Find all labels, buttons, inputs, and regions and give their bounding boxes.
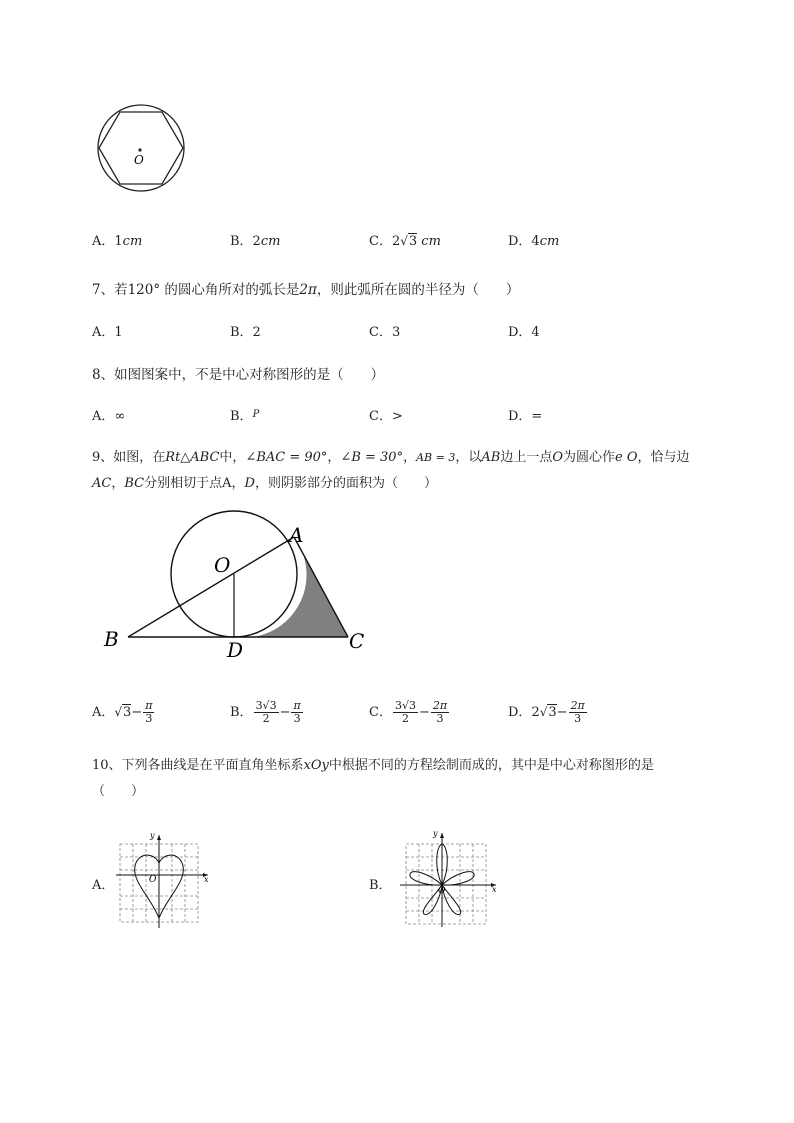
q8-option-b-symbol: P [252, 409, 260, 420]
q9-a-rad: 3 [123, 705, 132, 720]
q7-pre: 7、若 [92, 282, 128, 298]
q9-c-label: C． [369, 705, 392, 720]
q8-option-b-label: B． [230, 409, 253, 424]
q6-option-a-text: A．1 [92, 234, 123, 249]
q9-l2-b: ，则阴影部分的面积为（ ） [254, 476, 437, 491]
q10-b-axis-x: x [492, 885, 497, 894]
q9-d-label: D． [508, 705, 532, 720]
q9-option-c[interactable] [369, 700, 450, 725]
q9-b-label: B． [230, 705, 253, 720]
hexagon-circle-figure [94, 104, 190, 192]
q9-l1-d: 为圆心作 [563, 450, 616, 465]
q9-option-b[interactable] [230, 700, 304, 725]
q9-b-den: 2 [262, 712, 270, 725]
q6-option-c-text: C．2 [369, 234, 401, 249]
q9-o: O [552, 450, 564, 465]
q9-d-rad: 3 [548, 705, 557, 720]
q9-a-label: A． [92, 705, 115, 720]
q10-xoy: xOy [303, 758, 329, 773]
q10-l1-post: 中根据不同的方程绘制而成的，其中是中心对称图形的是 [328, 758, 654, 773]
q9-l1-pre: 9、如图，在 [92, 450, 166, 465]
q7-angle: 120° [127, 282, 161, 298]
q9-fig-label-d: D [227, 638, 244, 662]
q7-option-d[interactable]: D．4 [508, 325, 540, 340]
q9-b-frac2 [291, 700, 302, 725]
q9-bc: BC [124, 476, 145, 491]
q9-a-minus: − [131, 705, 143, 720]
q9-pt-a: A [222, 476, 232, 491]
q9-l1-b: ，以 [455, 450, 482, 465]
q9-d-num: 2π [570, 699, 585, 712]
q9-l1-e: ，恰与边 [637, 450, 690, 465]
q9-c-minus: − [418, 705, 430, 720]
q10-option-a[interactable]: A． [92, 878, 115, 893]
q7-arc: 2π [299, 282, 317, 298]
q10-l1-pre: 10、下列各曲线是在平面直角坐标系 [92, 758, 304, 773]
q9-d-frac [569, 700, 587, 725]
q9-d-den: 3 [574, 712, 582, 725]
hex-center-label: O [134, 153, 144, 167]
q10-stem-line1 [92, 754, 654, 773]
q7-mid: 的圆心角所对的弧长是 [160, 282, 300, 298]
q8-option-b[interactable] [230, 405, 259, 424]
q6-option-c-unit: cm [421, 234, 441, 249]
q9-ab: AB = 3 [416, 451, 456, 464]
q9-fig-label-o: O [214, 553, 231, 577]
q7-option-a[interactable]: A．1 [92, 325, 123, 340]
q7-post: ，则此弧所在圆的半径为（ ） [316, 282, 520, 298]
q9-b-num2: π [293, 699, 301, 712]
q10-heart-curve-figure [114, 830, 214, 930]
q9-angle-bac: ∠BAC = 90° [245, 450, 328, 465]
q9-option-a[interactable]: A．√3− $\frac{\pi}{3}$ [92, 699, 153, 725]
q9-fig-label-c: C [349, 629, 365, 653]
q9-c-num2: 2π [432, 699, 448, 712]
q6-option-a-unit: cm [122, 234, 143, 249]
q6-option-b-unit: cm [260, 234, 281, 249]
q10-stem-line2: （ ） [92, 784, 145, 799]
q6-option-c-radicand: 3 [408, 234, 418, 249]
q10-b-axis-y: y [433, 829, 438, 838]
q9-c-num: 3√3 [394, 699, 416, 712]
q10-a-axis-y: y [150, 831, 155, 840]
q10-b-origin: O [438, 886, 446, 896]
q9-angle-b: ∠B = 30° [340, 450, 404, 465]
q6-option-a[interactable] [92, 230, 142, 249]
q9-b-num: 3√3 [255, 699, 277, 712]
q6-option-b[interactable] [230, 230, 280, 249]
q7-stem [92, 278, 519, 298]
q9-stem-line1: 9、如图，在Rt△ABC中，∠BAC = 90°，∠B = 30°，AB = 3，以AB边上一点O为圆心作e O，恰与边 [92, 450, 690, 465]
q9-d-coef: 2 [531, 705, 540, 720]
q9-a-frac [143, 700, 154, 725]
q9-fig-label-a: A [289, 523, 304, 547]
q10-option-b[interactable]: B． [369, 878, 392, 893]
q10-a-axis-x: x [204, 875, 209, 884]
q9-l1-c: 边上一点 [500, 450, 553, 465]
q6-option-b-text: B．2 [230, 234, 261, 249]
q8-option-d[interactable]: D．= [508, 409, 543, 424]
q8-option-a[interactable]: A．∞ [92, 409, 126, 424]
q9-c-frac2 [431, 700, 449, 725]
q9-ab2: AB [481, 450, 501, 465]
q10-a-origin: O [149, 875, 157, 885]
q6-option-d[interactable] [508, 230, 559, 249]
q9-b-minus: − [279, 705, 291, 720]
q9-l2-a: 分别相切于点 [144, 476, 223, 491]
q9-option-d[interactable]: D．2√3− $\frac{2\pi}{3}$ [508, 699, 585, 725]
q9-a-den: 3 [145, 712, 153, 725]
q9-circle-o: e O [615, 450, 638, 465]
q9-c-den: 2 [401, 712, 409, 725]
q9-triangle-circle-figure [98, 505, 378, 665]
q7-option-b[interactable]: B．2 [230, 325, 261, 340]
q9-b-frac1 [254, 700, 279, 725]
q10-flower-curve-figure [398, 828, 502, 928]
q7-option-c[interactable]: C．3 [369, 325, 401, 340]
q6-option-d-text: D．4 [508, 234, 540, 249]
q9-c-frac1 [393, 700, 418, 725]
q6-option-d-unit: cm [539, 234, 560, 249]
q9-ac: AC [92, 476, 112, 491]
q9-rt: Rt△ABC [165, 450, 220, 465]
q9-stem-line2: AC，BC分别相切于点A，D，则阴影部分的面积为（ ） [92, 476, 437, 491]
q9-b-den2: 3 [293, 712, 301, 725]
q9-a-num: π [145, 699, 153, 712]
q9-l1-a: 中， [219, 450, 246, 465]
q9-pt-d: D [244, 476, 255, 491]
q8-option-c[interactable]: C．> [369, 409, 403, 424]
q9-c-den2: 3 [436, 712, 444, 725]
q8-stem: 8、如图图案中，不是中心对称图形的是（ ） [92, 367, 385, 383]
q9-d-minus: − [556, 705, 568, 720]
q9-fig-label-b: B [104, 627, 119, 651]
q6-option-c[interactable]: C．2√3 cm [369, 234, 441, 249]
